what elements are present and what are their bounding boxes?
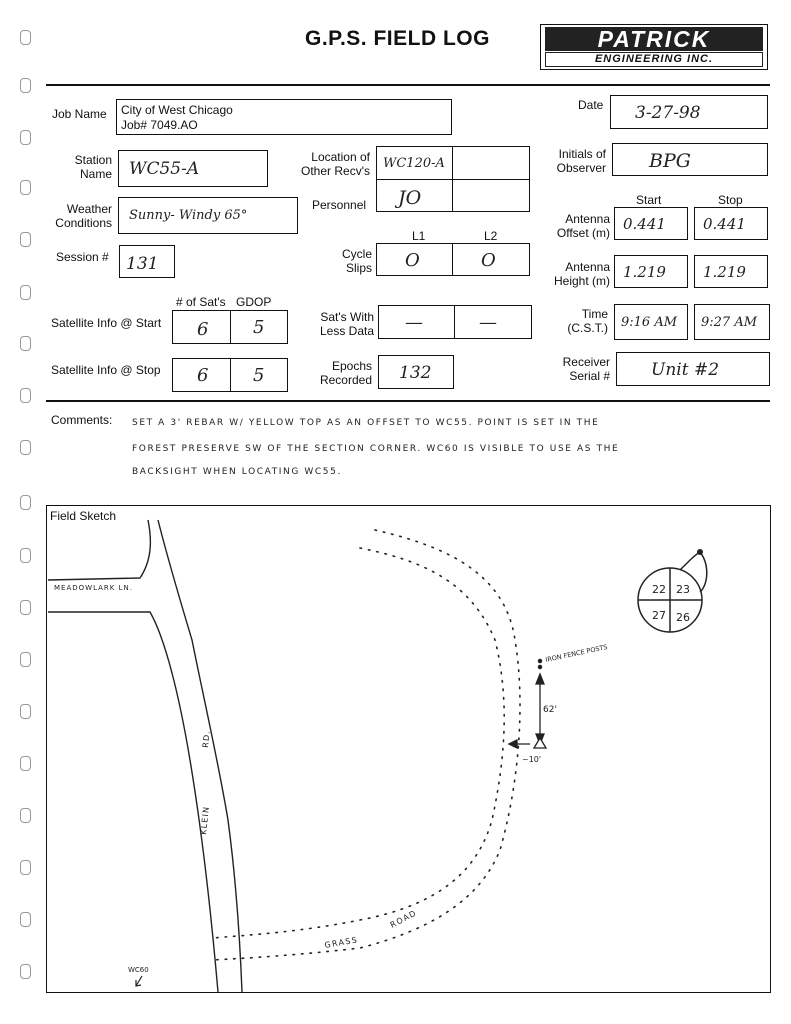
grass-road-edge	[212, 548, 504, 938]
logo-main-text: PATRICK	[545, 27, 763, 51]
sat-info-stop-label: Satellite Info @ Stop	[51, 363, 161, 377]
fence-post	[538, 665, 541, 668]
comments-label: Comments:	[51, 413, 113, 427]
receiver-value: Unit #2	[651, 360, 720, 380]
job-name-label: Job Name	[52, 107, 107, 121]
antenna-offset-start-value: 0.441	[623, 215, 666, 233]
arrow-head	[509, 740, 517, 748]
l2-label: L2	[484, 229, 498, 243]
sat-number: 26	[676, 611, 690, 624]
less-data-l2-value: —	[479, 312, 497, 333]
sats-stop-value: 6	[197, 365, 209, 386]
antenna-height-stop-value: 1.219	[703, 263, 746, 281]
epochs-value: 132	[399, 363, 432, 383]
sat-number: 22	[652, 583, 666, 596]
personnel-value: JO	[398, 187, 422, 209]
antenna-height-start-value: 1.219	[623, 263, 666, 281]
date-label: Date	[578, 98, 604, 112]
iron-fence-label: IRON FENCE POSTS	[544, 643, 609, 664]
sats-start-value: 6	[197, 319, 209, 340]
num-sats-label: # of Sat's	[176, 295, 226, 309]
sats-less-data-label: Sat's With Less Data	[319, 310, 374, 338]
klein-label: KLEIN	[199, 805, 212, 836]
fence-post	[538, 659, 541, 662]
gdop-start-value: 5	[253, 317, 265, 338]
cycle-slips-l1-value: O	[405, 250, 420, 271]
page-title: G.P.S. FIELD LOG	[305, 27, 490, 50]
sat-info-start-label: Satellite Info @ Start	[51, 316, 162, 330]
start-col-label: Start	[636, 193, 662, 207]
cycle-slips-l2-value: O	[481, 250, 496, 271]
session-value: 131	[126, 254, 159, 274]
grass-road-edge	[212, 530, 520, 960]
weather-label: Weather Conditions	[55, 202, 112, 230]
time-label: Time (C.S.T.)	[567, 307, 608, 335]
personnel-label: Personnel	[312, 198, 367, 212]
station-triangle	[534, 738, 546, 748]
cycle-slips-label: Cycle Slips	[341, 247, 372, 275]
distance-62-label: 62'	[543, 705, 557, 715]
l1-label: L1	[412, 229, 426, 243]
antenna-offset-label: Antenna Offset (m)	[556, 212, 610, 240]
field-sketch-label: Field Sketch	[50, 509, 117, 523]
job-name-value: City of West Chicago	[121, 103, 233, 117]
road-edge	[158, 520, 242, 992]
satellite-marker	[697, 549, 703, 555]
session-label: Session #	[56, 250, 109, 264]
sat-number: 27	[652, 609, 666, 622]
time-stop-value: 9:27 AM	[701, 315, 758, 330]
comment-line-3: BACKSIGHT WHEN LOCATING WC55.	[132, 467, 342, 477]
initials-label: Initials of Observer	[556, 147, 606, 175]
comment-line-2: FOREST PRESERVE SW OF THE SECTION CORNER. WC60 IS VISIBLE TO USE AS THE	[132, 444, 620, 454]
road-label: ROAD	[388, 908, 419, 930]
grass-label: GRASS	[323, 935, 359, 950]
other-recv-value: WC120-A	[383, 156, 445, 171]
station-name-value: WC55-A	[129, 159, 200, 179]
initials-value: BPG	[649, 150, 691, 172]
time-start-value: 9:16 AM	[621, 315, 678, 330]
comment-line-1: SET A 3' REBAR W/ YELLOW TOP AS AN OFFSET TO WC55. POINT IS SET IN THE	[132, 418, 600, 428]
gdop-stop-value: 5	[253, 365, 265, 386]
arrow-head	[536, 674, 544, 684]
location-other-label: Location of Other Recv's	[301, 150, 370, 178]
distance-10-label: ~10'	[522, 755, 542, 764]
sat-number: 23	[676, 583, 690, 596]
wc60-label: WC60	[128, 966, 149, 974]
less-data-l1-value: —	[405, 312, 423, 333]
gdop-label: GDOP	[236, 295, 272, 309]
rd-label: RD.	[201, 729, 212, 749]
antenna-height-label: Antenna Height (m)	[553, 260, 610, 288]
stop-col-label: Stop	[718, 193, 743, 207]
station-name-label: Station Name	[74, 153, 112, 181]
weather-value: Sunny- Windy 65°	[129, 208, 248, 223]
logo-sub-text: ENGINEERING INC.	[545, 52, 763, 67]
receiver-label: Receiver Serial #	[562, 355, 610, 383]
date-value: 3-27-98	[635, 103, 701, 123]
antenna-offset-stop-value: 0.441	[703, 215, 746, 233]
road-edge	[48, 612, 218, 992]
epochs-label: Epochs Recorded	[319, 359, 372, 387]
meadowlark-label: MEADOWLARK LN.	[54, 584, 133, 592]
road-edge	[48, 520, 150, 580]
job-number-value: Job# 7049.AO	[121, 118, 198, 132]
